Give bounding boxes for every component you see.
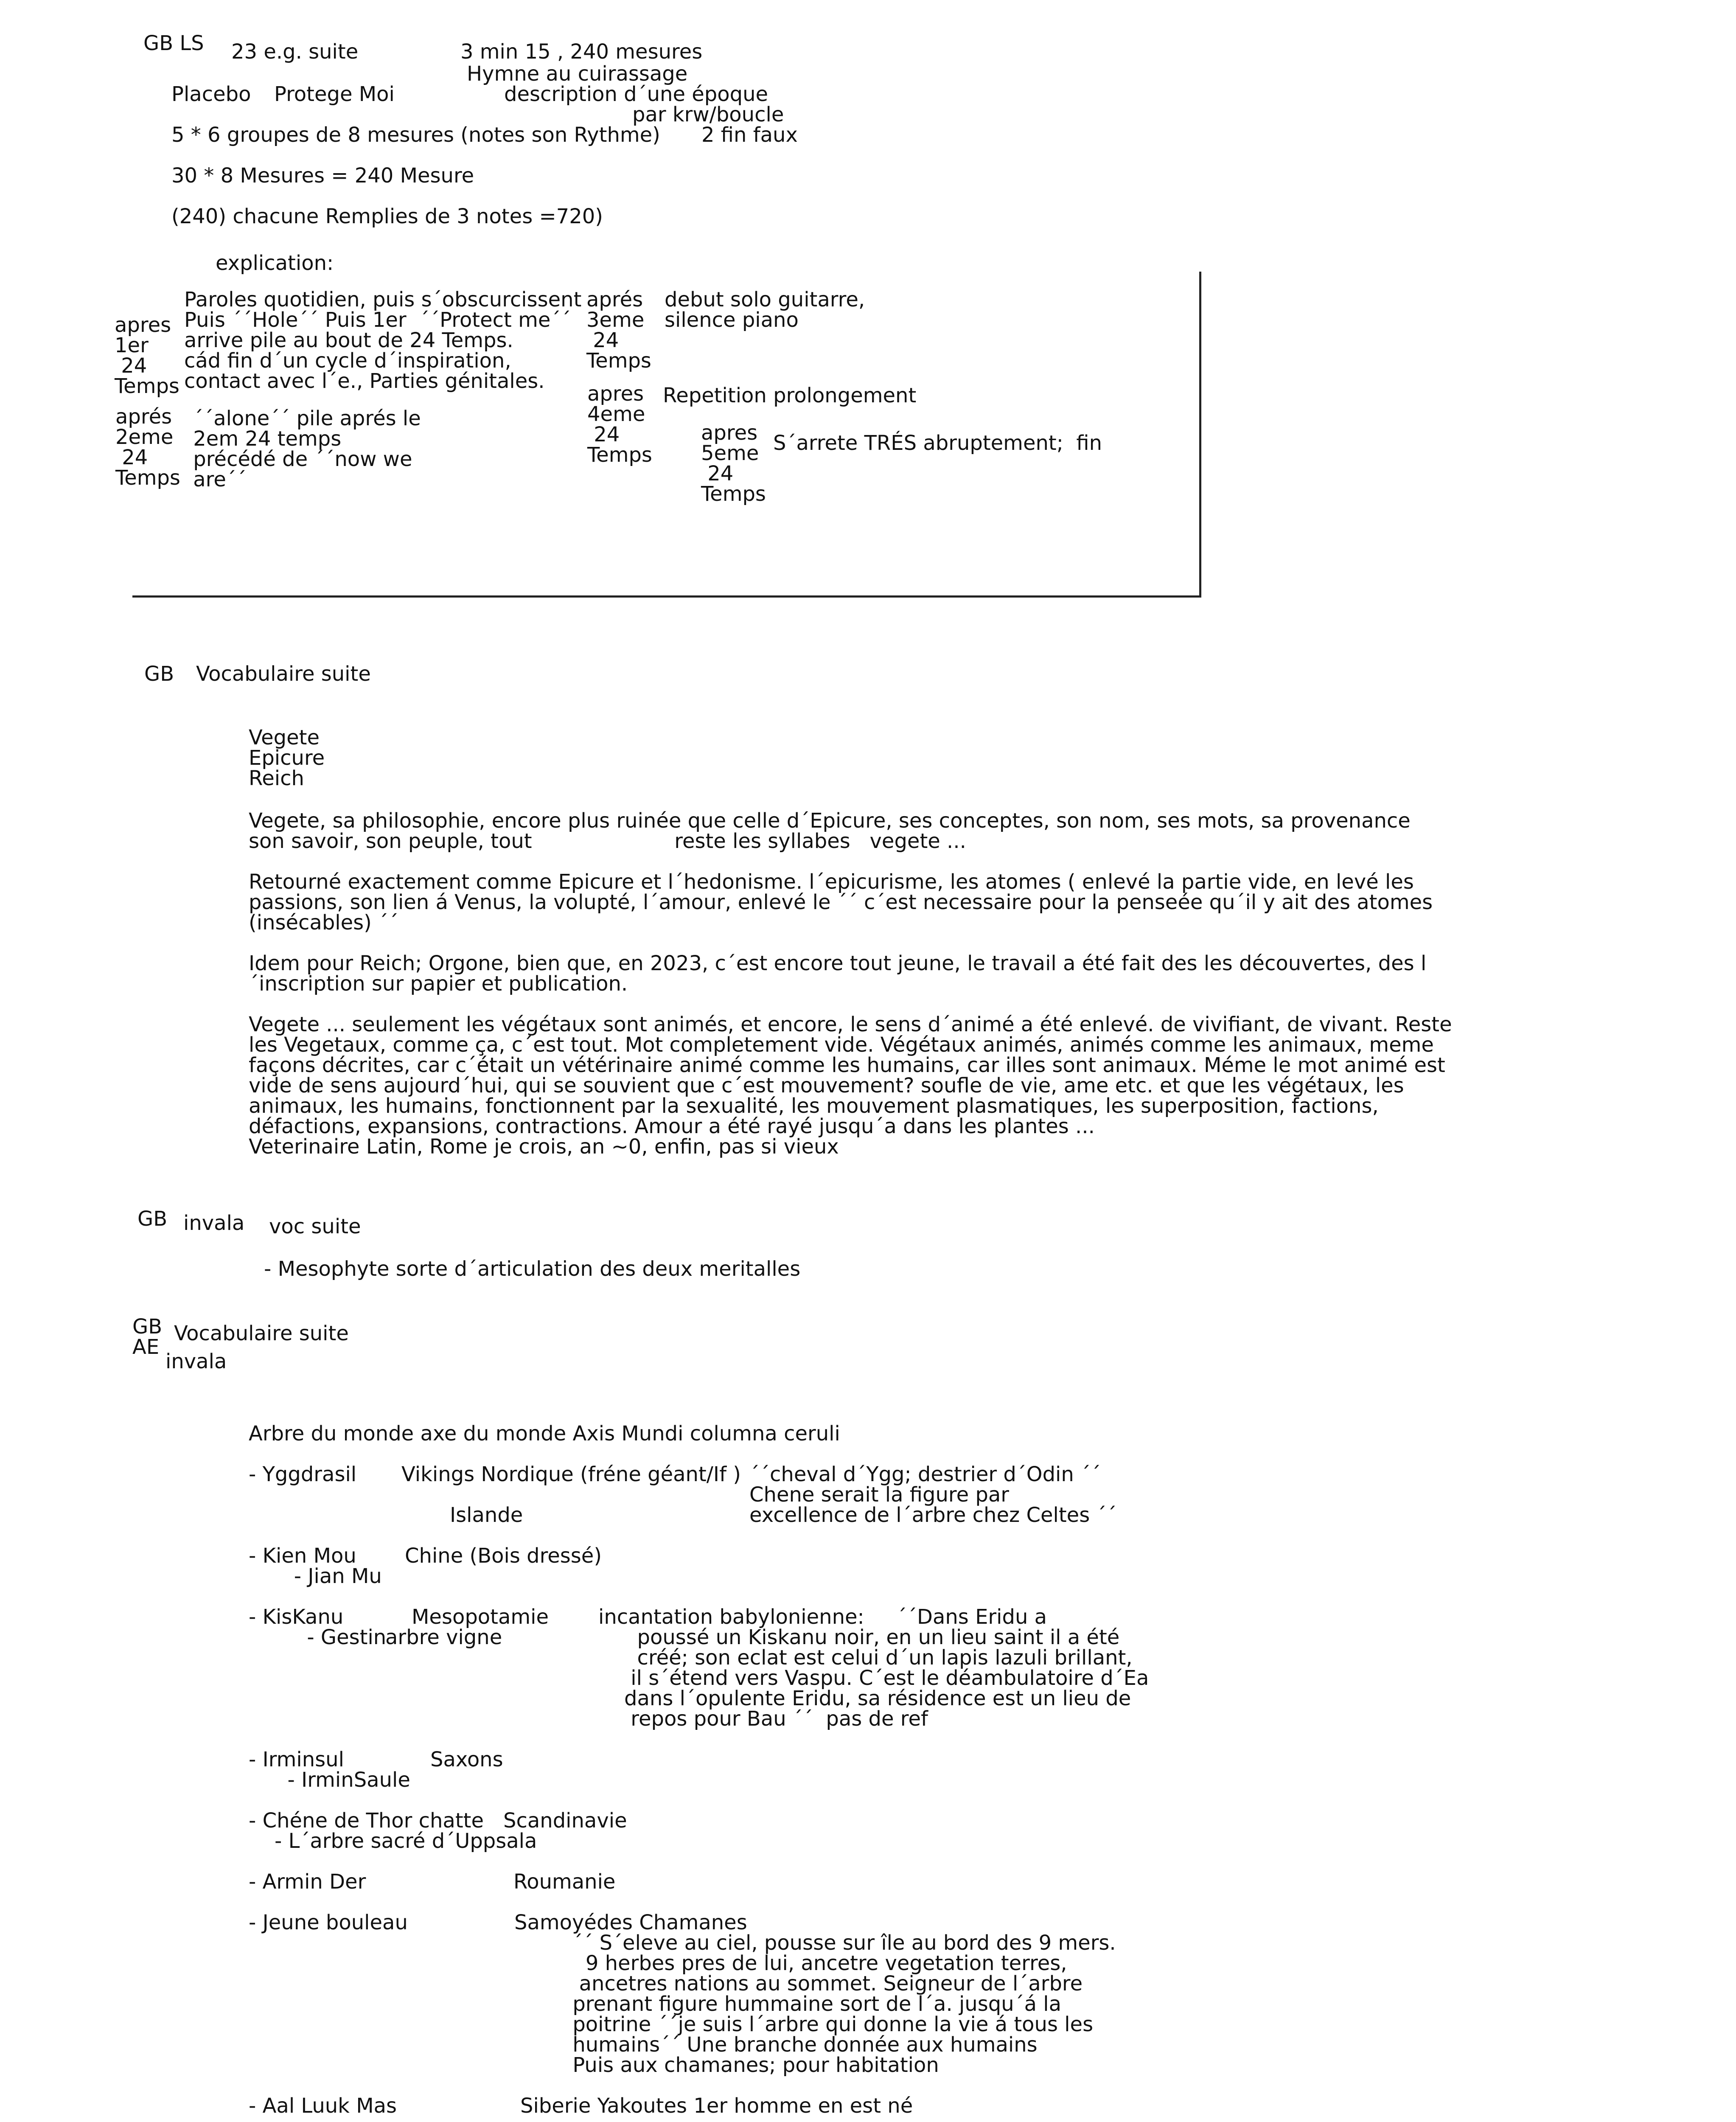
section1-description: description d´une époque	[504, 82, 768, 106]
siberie: Siberie Yakoutes 1er homme en est né	[520, 2094, 913, 2118]
section2-para3: Idem pour Reich; Orgone, bien que, en 2023, c´est encore tout jeune, le travail a été fait des les découvertes, des l ´inscription sur papier et publication.	[249, 952, 1427, 996]
apres5-label: apres 5eme 24 Temps	[701, 421, 766, 506]
section4-tag: GB AE	[132, 1315, 163, 1359]
section2-para4: Vegete ... seulement les végétaux sont animés, et encore, le sens d´animé a été enlevé. de vivifiant, de vivant. Reste les Vegetaux, comme ça, c´est tout. Mot completement vide. Végétaux animés, animés comme les animaux, meme façons décrites, car c´était un vétérinaire animé comme les humains, car illes sont animaux. Méme le mot animé est vide de sens aujourd´hui, qui se souvient que c´est mouvement? soufle de vie, ame etc. et que les végétaux, les animaux, les humains, fonctionnent par la sexualité, les mouvement plasmatiques, les superposition, factions, défactions, expansions, contractions. Amour a été rayé jusqu´a dans les plantes ... Veterinaire Latin, Rome je crois, an ~0, enfin, pas si vieux	[249, 1013, 1452, 1159]
apres4-label: apres 4eme 24 Temps	[587, 382, 652, 467]
section3-title: voc suite	[269, 1215, 361, 1238]
bouleau: - Jeune bouleau	[249, 1911, 408, 1934]
vikings: Vikings Nordique (fréne géant/If )	[401, 1462, 741, 1486]
apres1-label: apres 1er 24 Temps	[115, 313, 179, 398]
aal: - Aal Luuk Mas	[249, 2094, 397, 2118]
section1-duration: 3 min 15 , 240 mesures	[460, 40, 703, 64]
mesopotamie: Mesopotamie	[412, 1605, 549, 1629]
apres3-text: debut solo guitarre, silence piano	[665, 288, 865, 332]
islande: Islande	[450, 1503, 523, 1527]
section4-sub: invala	[165, 1350, 227, 1373]
section2-title: Vocabulaire suite	[196, 662, 371, 686]
samoyedes: Samoyédes Chamanes ´´ S´eleve au ciel, pousse sur île au bord des 9 mers. 9 herbes pres de lui, ancetre vegetation terres, ancetres nations au sommet. Seigneur de l´arbre prenant figure hummaine sort de l´a. jusqu´á la poitrine ´´je suis l´arbre qui donne la vie á tous les humains´´ Une branche donnée aux humains Puis aux chamanes; pour habitation	[514, 1911, 1116, 2077]
section1-placebo: Placebo	[171, 82, 251, 106]
apres1-text: Paroles quotidien, puis s´obscurcissent Puis ´´Hole´´ Puis 1er ´´Protect me´´ arrive pile au bout de 24 Temps. cád fin d´un cycle d´inspiration, contact avec l´e., Parties génitales.	[184, 288, 582, 393]
section4-heading: Arbre du monde axe du monde Axis Mundi columna ceruli	[249, 1422, 840, 1446]
irminsul: - Irminsul - IrminSaule	[249, 1748, 410, 1792]
roumanie: Roumanie	[513, 1870, 616, 1894]
section1-notes-calc: (240) chacune Remplies de 3 notes =720)	[171, 205, 603, 228]
section1-groups: 5 * 6 groupes de 8 mesures (notes son Rythme)	[171, 123, 660, 147]
section1-fin-faux: 2 fin faux	[701, 123, 798, 147]
section1-protege: Protege Moi	[274, 82, 395, 106]
thor: - Chéne de Thor chatte - L´arbre sacré d´Uppsala	[249, 1809, 537, 1853]
apres2-text: ´´alone´´ pile aprés le 2em 24 temps précédé de ´´now we are´´	[193, 407, 421, 491]
section1-mesure-calc: 30 * 8 Mesures = 240 Mesure	[171, 164, 474, 188]
incantation: incantation babylonienne: ´´Dans Eridu a poussé un Kiskanu noir, en un lieu saint il a été créé; son eclat est celui d´un lapis lazuli brillant, il s´étend vers Vaspu. C´est le déambulatoire d´Ea dans l´opulente Eridu, sa résidence est un lieu de repos pour Bau ´´ pas de ref	[598, 1605, 1149, 1731]
section2-tag: GB	[144, 662, 174, 686]
section1-tag: GB LS	[143, 31, 204, 55]
apres3-label: aprés 3eme 24 Temps	[586, 288, 651, 373]
scandinavie: Scandinavie	[503, 1809, 627, 1833]
section2-para1: Vegete, sa philosophie, encore plus ruinée que celle d´Epicure, ses conceptes, son nom, ses mots, sa provenance son savoir, son peuple, tout reste les syllabes vegete ...	[249, 809, 1411, 853]
section1-hymne: Hymne au cuirassage	[467, 62, 688, 86]
yggdrasil: - Yggdrasil	[249, 1462, 357, 1486]
section3-item: - Mesophyte sorte d´articulation des deux meritalles	[264, 1257, 801, 1281]
section2-para2: Retourné exactement comme Epicure et l´hedonisme. l´epicurisme, les atomes ( enlevé la partie vide, en levé les passions, son lien á Venus, la volupté, l´amour, enlevé le ´´ c´est necessaire pour la penseée qu´il y ait des atomes (insécables) ´´	[249, 870, 1433, 935]
section1-krw: par krw/boucle	[632, 103, 784, 126]
armin: - Armin Der	[249, 1870, 366, 1894]
apres4-text: Repetition prolongement	[663, 384, 917, 407]
section1-explication: explication:	[216, 251, 334, 275]
box-right-border	[1199, 272, 1201, 598]
saxons: Saxons	[430, 1748, 503, 1771]
apres2-label: aprés 2eme 24 Temps	[115, 405, 180, 490]
section1-ref: 23 e.g. suite	[231, 40, 359, 64]
chine: Chine (Bois dressé)	[405, 1544, 602, 1568]
box-bottom-border	[132, 595, 1201, 598]
kienmou: - Kien Mou - Jian Mu	[249, 1544, 382, 1588]
vigne: arbre vigne	[385, 1625, 502, 1649]
section3-tag: GB	[137, 1207, 168, 1231]
kiskanu: - KisKanu - Gestin	[249, 1605, 387, 1649]
section3-sub: invala	[183, 1211, 245, 1235]
section2-words: Vegete Epicure Reich	[249, 726, 325, 790]
cheval: ´´cheval d´Ygg; destrier d´Odin ´´ Chene serait la figure par excellence de l´arbre chez Celtes ´´	[749, 1462, 1117, 1527]
section4-title: Vocabulaire suite	[174, 1322, 349, 1345]
apres5-text: S´arrete TRÉS abruptement; fin	[773, 431, 1102, 455]
